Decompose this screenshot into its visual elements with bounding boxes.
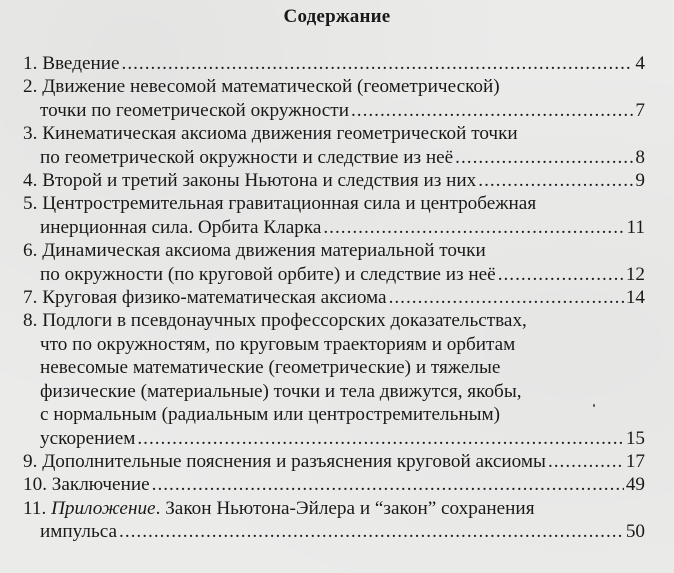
- entry-number: 8.: [23, 310, 38, 332]
- page-number: 15: [625, 427, 645, 449]
- toc-entry-3[interactable]: [23, 122, 645, 169]
- toc-entry-5[interactable]: [23, 192, 645, 239]
- entry-text: Введение: [42, 53, 120, 74]
- page-number: 17: [625, 450, 645, 472]
- entry-number: 3.: [23, 123, 38, 145]
- toc-entry-8[interactable]: [23, 309, 645, 449]
- page-number: 50: [625, 521, 645, 543]
- dot-leader: [119, 520, 624, 543]
- entry-text: ускорением: [40, 427, 136, 449]
- toc-entry-10[interactable]: [23, 473, 645, 496]
- dot-leader: [137, 427, 623, 450]
- page-number: 7: [635, 99, 645, 121]
- dot-leader: [323, 216, 624, 239]
- entry-text: Заключение: [51, 474, 150, 496]
- toc-entry-6[interactable]: [23, 239, 645, 286]
- toc-entry-4[interactable]: [23, 169, 645, 192]
- entry-text: Второй и третий законы Ньютона и следствия из них: [42, 170, 477, 192]
- entry-text: импульса: [40, 521, 118, 543]
- entry-number: 7.: [23, 287, 38, 309]
- entry-text: . Закон Ньютона-Эйлера и “закон” сохранения: [155, 497, 535, 519]
- entry-text: с нормальным (радиальным или центростремительным): [40, 404, 501, 426]
- entry-text: Круговая физико-математическая аксиома: [42, 287, 387, 309]
- print-speck: [593, 404, 595, 407]
- entry-text: Центростремительная гравитационная сила и центробежная: [42, 193, 537, 215]
- dot-leader: [498, 263, 624, 286]
- entry-number: 10.: [23, 474, 47, 496]
- toc-entry-1[interactable]: [23, 52, 645, 75]
- page-number: 11: [626, 216, 645, 238]
- toc-entry-7[interactable]: [23, 286, 645, 309]
- entry-text: невесомые математические (геометрические) и тяжелые: [40, 357, 501, 379]
- toc-entry-11[interactable]: [23, 497, 645, 544]
- dot-leader: [389, 286, 624, 309]
- dot-leader: [351, 99, 633, 122]
- toc-title: Содержание: [283, 6, 391, 27]
- entry-text: физические (материальные) точки и тела движутся, якобы,: [40, 380, 522, 402]
- dot-leader: [548, 450, 624, 473]
- entry-text: Дополнительные пояснения и разъяснения круговой аксиомы: [42, 450, 546, 472]
- entry-text: Динамическая аксиома движения материальной точки: [42, 240, 486, 262]
- entry-number: 11.: [23, 497, 47, 519]
- page-number: 8: [635, 146, 645, 168]
- toc-entry-2[interactable]: [23, 75, 645, 122]
- dot-leader: [455, 146, 633, 169]
- entry-text: что по окружностям, по круговым траекториям и орбитам: [40, 333, 516, 355]
- entry-number: 9.: [23, 450, 38, 472]
- entry-italic-prefix: Приложение: [51, 497, 156, 519]
- table-of-contents: [23, 52, 645, 544]
- entry-text: по окружности (по круговой орбите) и следствие из неё: [40, 263, 496, 285]
- dot-leader: [122, 52, 634, 75]
- entry-number: 5.: [23, 193, 38, 215]
- entry-text: Подлоги в псевдонаучных профессорских доказательствах,: [42, 310, 527, 332]
- dot-leader: [478, 169, 633, 192]
- page-number: 4: [635, 53, 645, 74]
- page-number: 49: [625, 474, 645, 496]
- dot-leader: [152, 473, 624, 496]
- entry-text: инерционная сила. Орбита Кларка: [40, 216, 322, 238]
- entry-number: 2.: [23, 76, 38, 98]
- entry-text: по геометрической окружности и следствие из неё: [40, 146, 454, 168]
- page-number: 14: [625, 287, 645, 309]
- entry-number: 6.: [23, 240, 38, 262]
- entry-number: 1.: [23, 53, 38, 74]
- entry-text: Движение невесомой математической (геометрической): [42, 76, 500, 98]
- page-number: 12: [625, 263, 645, 285]
- entry-text: Кинематическая аксиома движения геометрической точки: [42, 123, 518, 145]
- toc-entry-9[interactable]: [23, 450, 645, 473]
- entry-number: 4.: [23, 170, 38, 192]
- page-number: 9: [635, 170, 645, 192]
- entry-text: точки по геометрической окружности: [40, 99, 349, 121]
